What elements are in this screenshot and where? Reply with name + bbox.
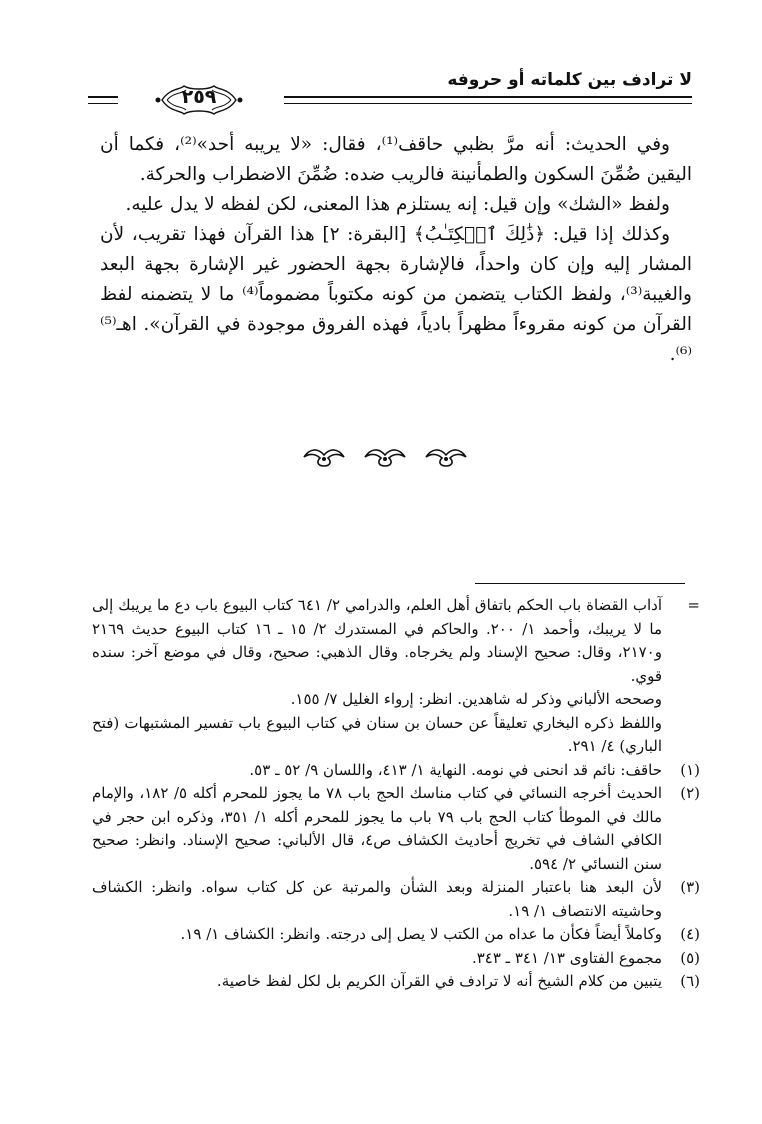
- footnote-4: [92, 923, 700, 947]
- fleuron-icon: [422, 444, 470, 470]
- running-title: لا ترادف بين كلماته أو حروفه: [447, 70, 692, 90]
- footnote-number: (٢): [680, 784, 700, 802]
- footnotes: [92, 594, 700, 994]
- footnote-text: الحديث أخرجه النسائي في كتاب مناسك الحج باب ٧٨ ما يجوز للمحرم أكله ٥/ ١٨٢، والإمام مالك في الموطأ كتاب الحج باب ٧٩ باب ما يجوز للمحرم أكله ١/ ٣٥١، وذكره ابن حجر في الكافي الشاف في تخريج أحاديث الكشاف ص٤، قال الألباني: صحيح الإسناد. وانظر: صحيح سنن النسائي ٢/ ٥٩٤.: [92, 784, 663, 873]
- header-rule-left: [88, 96, 118, 104]
- footnote-6: [92, 970, 700, 994]
- footnote-continuation-line: واللفظ ذكره البخاري تعليقاً عن حسان بن سنان في كتاب البيوع باب تفسير المشتبهات (فتح الباري) ٤/ ٢٩١.: [92, 713, 662, 755]
- footnote-text: يتبين من كلام الشيخ أنه لا ترادف في القرآن الكريم بل لكل لفظ خاصية.: [216, 972, 662, 990]
- footnote-2: [92, 782, 700, 876]
- footnote-number: (٥): [680, 948, 700, 967]
- section-divider: [300, 444, 470, 470]
- footnote-text: وكاملاً أيضاً فكأن ما عداه من الكتب لا يصل إلى درجته. وانظر: الكشاف ١/ ١٩.: [180, 925, 662, 943]
- footnote-separator: [475, 583, 685, 584]
- main-text: [100, 130, 692, 370]
- footnote-text: حاقف: نائم قد انحنى في نومه. النهاية ١/ ٤١٣، واللسان ٩/ ٥٢ ـ ٥٣.: [249, 760, 662, 779]
- footnote-number: (٣): [680, 878, 700, 896]
- continuation-mark: =: [687, 596, 700, 614]
- footnote-continuation-line: وصححه الألباني وذكر له شاهدين. انظر: إرواء الغليل ٧/ ١٥٥.: [290, 690, 662, 708]
- paragraph-hadith: وفي الحديث: أنه مرَّ بظبي حاقف⁽¹⁾، فقال: «لا يريبه أحد»⁽²⁾، فكما أن اليقين ضُمِّنَ السكون والطمأنينة فالريب ضده: ضُمِّنَ الاضطراب والحركة.: [100, 134, 692, 185]
- footnote-5: [92, 947, 700, 971]
- footnote-text: لأن البعد هنا باعتبار المنزلة وبعد الشأن والمرتبة عن كل كتاب سواه. وانظر: الكشاف وحاشيته الانتصاف ١/ ١٩.: [92, 878, 662, 920]
- page-number-frame: [122, 82, 276, 118]
- paragraph-doubt: ولفظ «الشك» وإن قيل: إنه يستلزم هذا المعنى، لكن لفظه لا يدل عليه.: [125, 194, 670, 215]
- fleuron-icon: [300, 444, 348, 470]
- footnote-continuation-text: آداب القضاة باب الحكم باتفاق أهل العلم، والدرامي ٢/ ٦٤١ كتاب البيوع باب دع ما يريبك إلى ما لا يريبك، وأحمد ١/ ٢٠٠. والحاكم في المستدرك ٢/ ١٥ ـ ١٦ كتاب البيوع حديث ٢١٦٩ و٢١٧٠، وقال: صحيح الإسناد ولم يخرجاه. وقال الذهبي: صحيح، وقال في موضع آخر: سنده قوي.: [92, 596, 662, 685]
- footnote-number: (٦): [680, 972, 700, 990]
- page-header: [88, 70, 692, 118]
- footnote-continuation: [92, 594, 700, 688]
- footnote-number: (٤): [680, 925, 700, 943]
- footnote-text: مجموع الفتاوى ١٣/ ٣٤١ ـ ٣٤٣.: [471, 948, 662, 967]
- header-rule-right: [284, 96, 692, 104]
- footnote-3: [92, 876, 700, 923]
- paragraph-kitab: وكذلك إذا قيل: ﴿ذَٰلِكَ ٱلۡكِتَـٰبُ﴾ [البقرة: ٢] هذا القرآن فهذا تقريب، لأن المشار إليه وإن كان واحداً، فالإشارة بجهة الحضور غير الإشارة بجهة البعد والغيبة⁽³⁾، ولفظ الكتاب يتضمن من كونه مكتوباً مضموماً⁽⁴⁾ ما لا يتضمنه لفظ القرآن من كونه مقروءاً مظهراً بادياً، فهذه الفروق موجودة في القرآن». اهـ⁽⁵⁾⁽⁶⁾.: [100, 224, 692, 365]
- footnote-number: (١): [680, 760, 700, 779]
- page-number: ٢٥٩: [181, 86, 217, 108]
- fleuron-icon: [361, 444, 409, 470]
- footnote-1: [92, 759, 700, 783]
